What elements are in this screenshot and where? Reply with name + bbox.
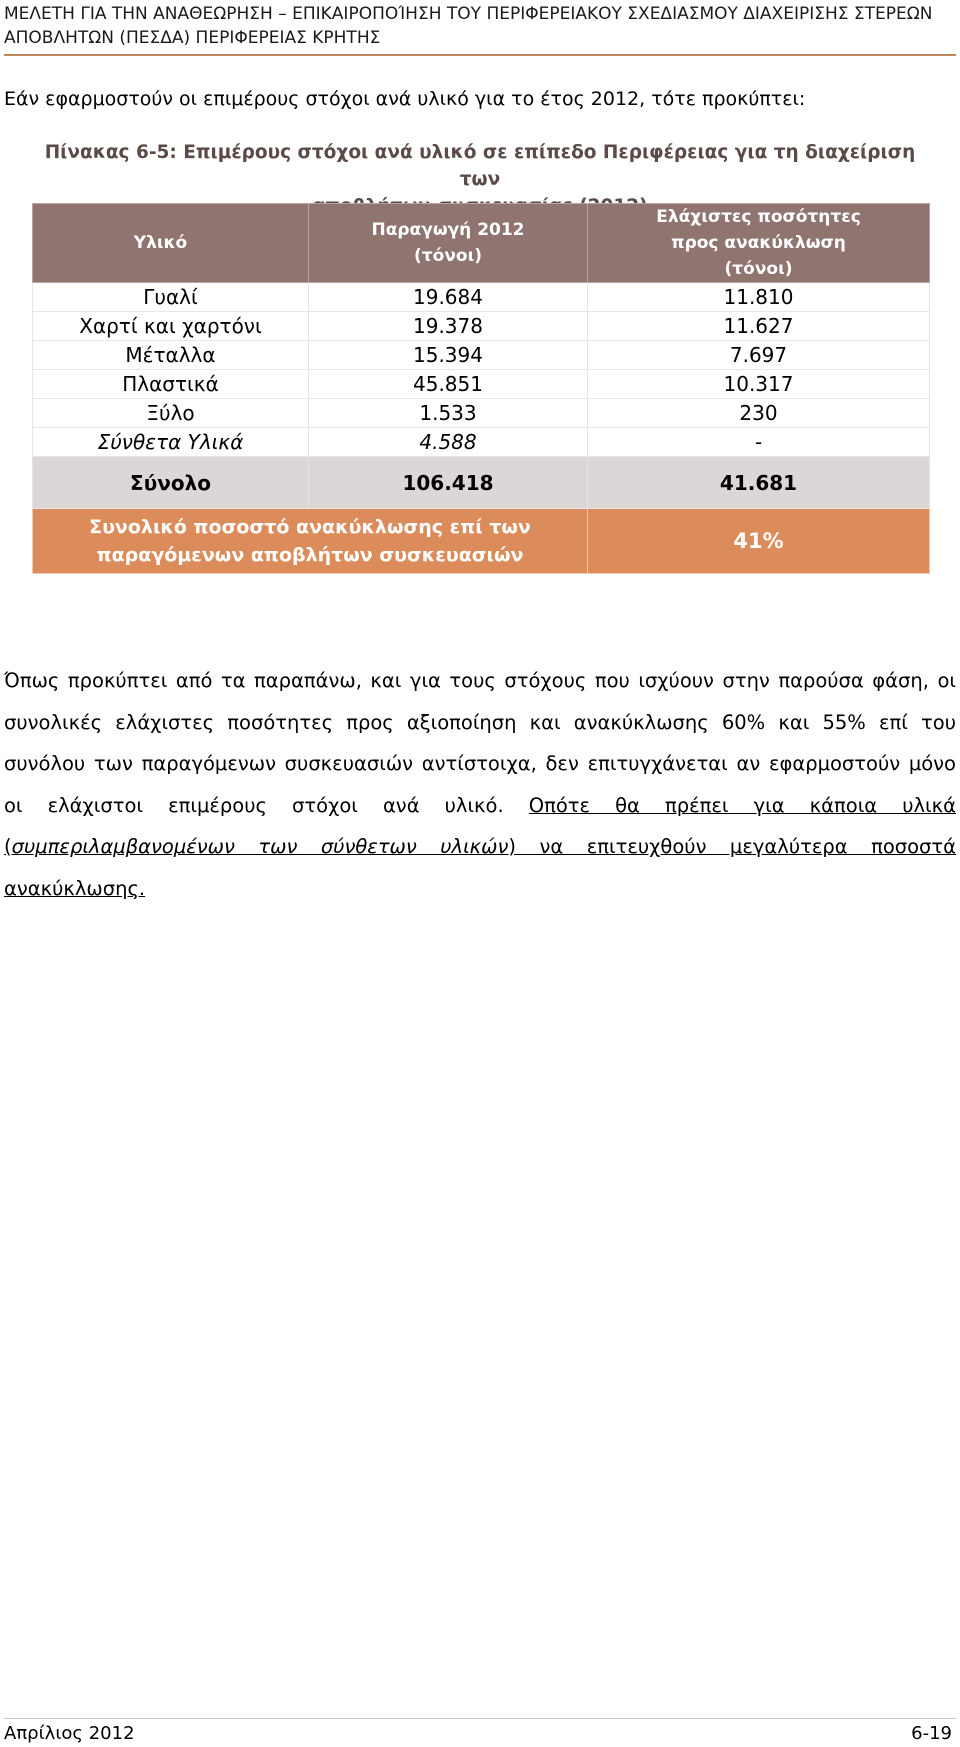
header-production-line1: Παραγωγή 2012 [371,220,525,240]
table-row [33,312,930,341]
running-header [4,0,956,50]
cell-production: 19.684 [309,283,588,312]
cell-production: 19.378 [309,312,588,341]
table-caption-line1: Πίνακας 6-5: Επιμέρους στόχοι ανά υλικό σε επίπεδο Περιφέρειας για τη διαχείριση των [44,142,916,190]
header-divider [4,54,956,56]
total-recycle: 41.681 [588,457,930,509]
cell-recycle: 7.697 [588,341,930,370]
cell-recycle: 11.627 [588,312,930,341]
cell-production: 45.851 [309,370,588,399]
table-row [33,399,930,428]
body-paragraph [4,660,956,909]
total-production: 106.418 [309,457,588,509]
total-label: Σύνολο [33,457,309,509]
targets-table [32,203,930,574]
page-number: 6-19 [911,1723,952,1744]
intro-sentence: Εάν εφαρμοστούν οι επιμέρους στόχοι ανά υλικό για το έτος 2012, τότε προκύπτει: [4,88,806,110]
running-header-line2: ΑΠΟΒΛΗΤΩΝ (ΠΕΣΔΑ) ΠΕΡΙΦΕΡΕΙΑΣ ΚΡΗΤΗΣ [4,28,381,48]
header-production-line2: (τόνοι) [414,246,482,266]
recycling-rate-value: 41% [588,509,930,574]
paragraph-underlined-text: Οπότε θα πρέπει για κάποια υλικά ( [4,793,956,858]
table-row [33,370,930,399]
cell-recycle: 10.317 [588,370,930,399]
recycling-rate-label-line1: Συνολικό ποσοστό ανακύκλωσης επί των [89,516,531,538]
paragraph-text: Όπως προκύπτει από τα παραπάνω, και για τους στόχους που ισχύουν στην παρούσα φάση, οι συνολικές ελάχιστες ποσότητες προς αξιοποίηση και ανακύκλωσης 60% και 55% επί του συνόλου των παραγόμενων συσκευασιών αντίστοιχα, δεν επιτυγχάνεται αν εφαρμοστούν μόνο οι ελάχιστοι επιμέρους στόχοι ανά υλικό. [4,669,956,817]
paragraph-underlined-text-end: ) να επιτευχθούν μεγαλύτερα ποσοστά ανακύκλωσης. [4,835,957,900]
footer-divider [4,1718,956,1719]
cell-production: 4.588 [309,428,588,457]
header-min-recycling [588,204,930,283]
cell-material: Πλαστικά [33,370,309,399]
cell-production: 15.394 [309,341,588,370]
paragraph-italic-underlined-text: συμπεριλαμβανομένων των σύνθετων υλικών [11,835,509,858]
recycling-rate-label-line2: παραγόμενων αποβλήτων συσκευασιών [96,544,524,566]
table-row [33,428,930,457]
header-production [309,204,588,283]
header-min-line3: (τόνοι) [724,259,793,279]
cell-recycle: 11.810 [588,283,930,312]
header-min-line2: προς ανακύκλωση [671,233,846,253]
header-min-line1: Ελάχιστες ποσότητες [656,207,861,227]
footer-date: Απρίλιος 2012 [4,1723,135,1744]
recycling-rate-row [33,509,930,574]
cell-recycle: - [588,428,930,457]
cell-material: Μέταλλα [33,341,309,370]
table-row [33,341,930,370]
cell-production: 1.533 [309,399,588,428]
table-header-row [33,204,930,283]
cell-material: Γυαλί [33,283,309,312]
running-header-line1: ΜΕΛΕΤΗ ΓΙΑ ΤΗΝ ΑΝΑΘΕΩΡΗΣΗ – ΕΠΙΚΑΙΡΟΠΟΊΗΣΗ ΤΟΥ ΠΕΡΙΦΕΡΕΙΑΚΟΥ ΣΧΕΔΙΑΣΜΟΥ ΔΙΑΧΕΙΡΙΣΗΣ ΣΤΕΡΕΩΝ [4,4,933,24]
header-material: Υλικό [33,204,309,283]
total-row [33,457,930,509]
recycling-rate-label [33,509,588,574]
cell-material: Σύνθετα Υλικά [33,428,309,457]
cell-recycle: 230 [588,399,930,428]
table-row [33,283,930,312]
cell-material: Χαρτί και χαρτόνι [33,312,309,341]
cell-material: Ξύλο [33,399,309,428]
